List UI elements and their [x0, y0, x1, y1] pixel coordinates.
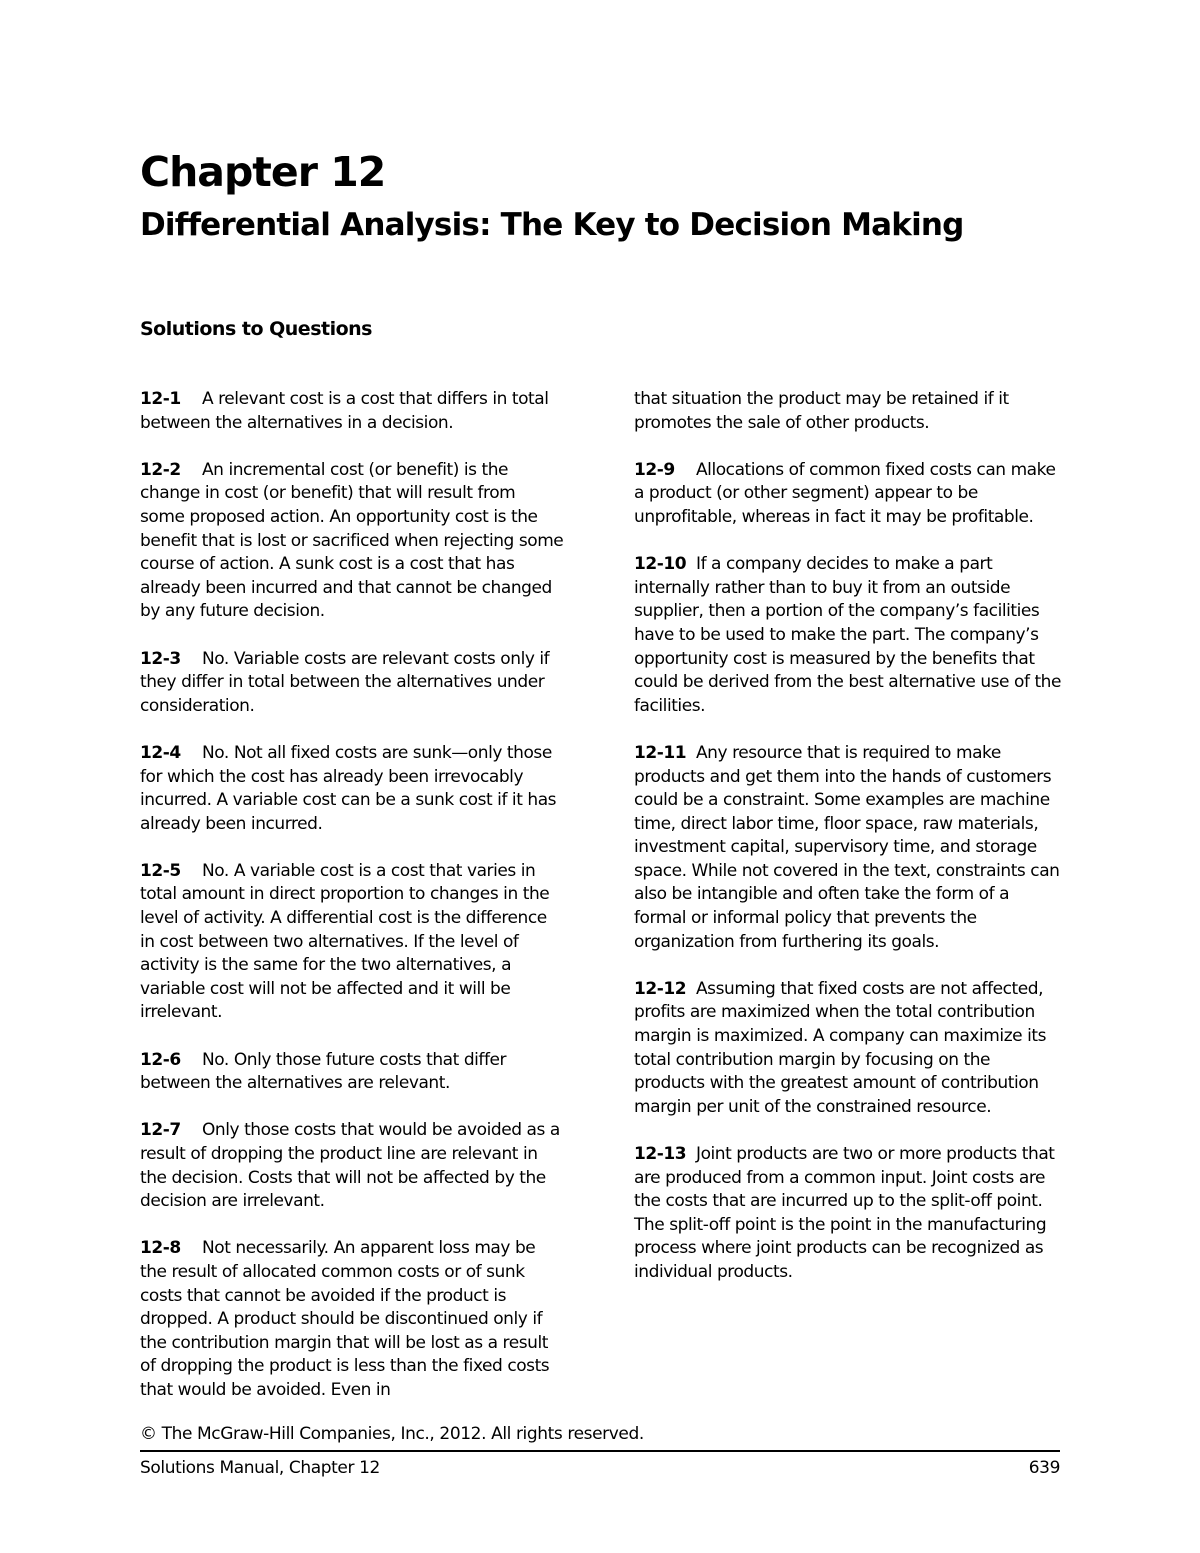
- question-number: 12-12: [634, 978, 687, 999]
- question-answer: [140, 648, 564, 719]
- question-number: 12-8: [140, 1238, 181, 1259]
- left-column: [140, 388, 564, 1426]
- question-number: 12-9: [634, 459, 675, 480]
- chapter-subtitle: Differential Analysis: The Key to Decision Making: [140, 207, 964, 243]
- right-column: [634, 388, 1064, 1308]
- question-number: 12-6: [140, 1049, 181, 1070]
- question-number: 12-13: [634, 1144, 687, 1164]
- question-answer: [140, 1237, 564, 1402]
- answer-text: Any resource that is required to make products and get them into the hands of customers could be a constraint. Some examples are machine time, direct labor time, floor space, raw materials, investment capital, supervisory time, and storage space. While not covered in the text, constraints can also be intangible and often take the form of a formal or informal policy that prevents the organization from furthering its goals.: [634, 742, 1060, 952]
- answer-text: No. Variable costs are relevant costs only if they differ in total between the alternatives under consideration.: [140, 648, 550, 716]
- footer-title: Solutions Manual, Chapter 12: [140, 1458, 380, 1478]
- answer-text: No. Not all fixed costs are sunk—only those for which the cost has already been irrevocably incurred. A variable cost can be a sunk cost if it has already been incurred.: [140, 742, 557, 834]
- answer-text: A relevant cost is a cost that differs in total between the alternatives in a decision.: [140, 389, 549, 433]
- question-number: 12-1: [140, 389, 181, 409]
- question-number: 12-2: [140, 459, 181, 480]
- question-number: 12-11: [634, 742, 687, 763]
- answer-text: No. Only those future costs that differ between the alternatives are relevant.: [140, 1049, 507, 1094]
- question-answer: [634, 459, 1064, 530]
- answer-text: If a company decides to make a part internally rather than to buy it from an outside supplier, then a portion of the company’s facilities have to be used to make the part. The company’s opportunity cost is measured by the benefits that could be derived from the best alternative use of the facilities.: [634, 554, 1062, 716]
- continuation-text: that situation the product may be retained if it promotes the sale of other products.: [634, 389, 1009, 433]
- question-number: 12-5: [140, 860, 181, 881]
- question-answer: [140, 388, 564, 435]
- question-answer: [140, 1119, 564, 1213]
- question-answer: [634, 1143, 1064, 1285]
- question-number: 12-10: [634, 554, 687, 575]
- question-answer: [634, 553, 1064, 718]
- footer-divider: [140, 1450, 1060, 1452]
- question-number: 12-3: [140, 648, 181, 669]
- page-number: 639: [1028, 1458, 1060, 1478]
- answer-text: Assuming that fixed costs are not affected, profits are maximized when the total contribution margin is maximized. A company can maximize its total contribution margin by focusing on the products with the greatest amount of contribution margin per unit of the constrained resource.: [634, 978, 1047, 1117]
- answer-text: Joint products are two or more products that are produced from a common input. Joint costs are the costs that are incurred up to the split-off point. The split-off point is the point in the manufacturing process where joint products can be recognized as individual products.: [634, 1144, 1055, 1282]
- answer-text: Not necessarily. An apparent loss may be the result of allocated common costs or of sunk costs that cannot be avoided if the product is dropped. A product should be discontinued only if the contribution margin that will be lost as a result of dropping the product is less than the fixed costs that would be avoided. Even in: [140, 1238, 550, 1400]
- chapter-title: Chapter 12: [140, 148, 386, 196]
- question-answer: [140, 459, 564, 624]
- copyright-notice: © The McGraw-Hill Companies, Inc., 2012. All rights reserved.: [140, 1424, 644, 1444]
- answer-text: No. A variable cost is a cost that varies in total amount in direct proportion to changes in the level of activity. A differential cost is the difference in cost between two alternatives. If the level of activity is the same for the two alternatives, a variable cost will not be affected and it will be irrelevant.: [140, 860, 550, 1023]
- question-answer: [140, 860, 564, 1025]
- answer-text: Only those costs that would be avoided as a result of dropping the product line are relevant in the decision. Costs that will not be affected by the decision are irrelevant.: [140, 1120, 560, 1212]
- question-number: 12-4: [140, 742, 181, 763]
- answer-text: Allocations of common fixed costs can make a product (or other segment) appear to be unprofitable, whereas in fact it may be profitable.: [634, 459, 1056, 527]
- section-heading: Solutions to Questions: [140, 318, 372, 340]
- question-answer: [140, 1049, 564, 1096]
- question-number: 12-7: [140, 1120, 181, 1141]
- question-answer: [634, 978, 1064, 1120]
- question-answer: [140, 742, 564, 836]
- question-answer: [634, 742, 1064, 954]
- answer-text: An incremental cost (or benefit) is the change in cost (or benefit) that will result from some proposed action. An opportunity cost is the benefit that is lost or sacrificed when rejecting some course of action. A sunk cost is a cost that has already been incurred and that cannot be changed by any future decision.: [140, 459, 564, 622]
